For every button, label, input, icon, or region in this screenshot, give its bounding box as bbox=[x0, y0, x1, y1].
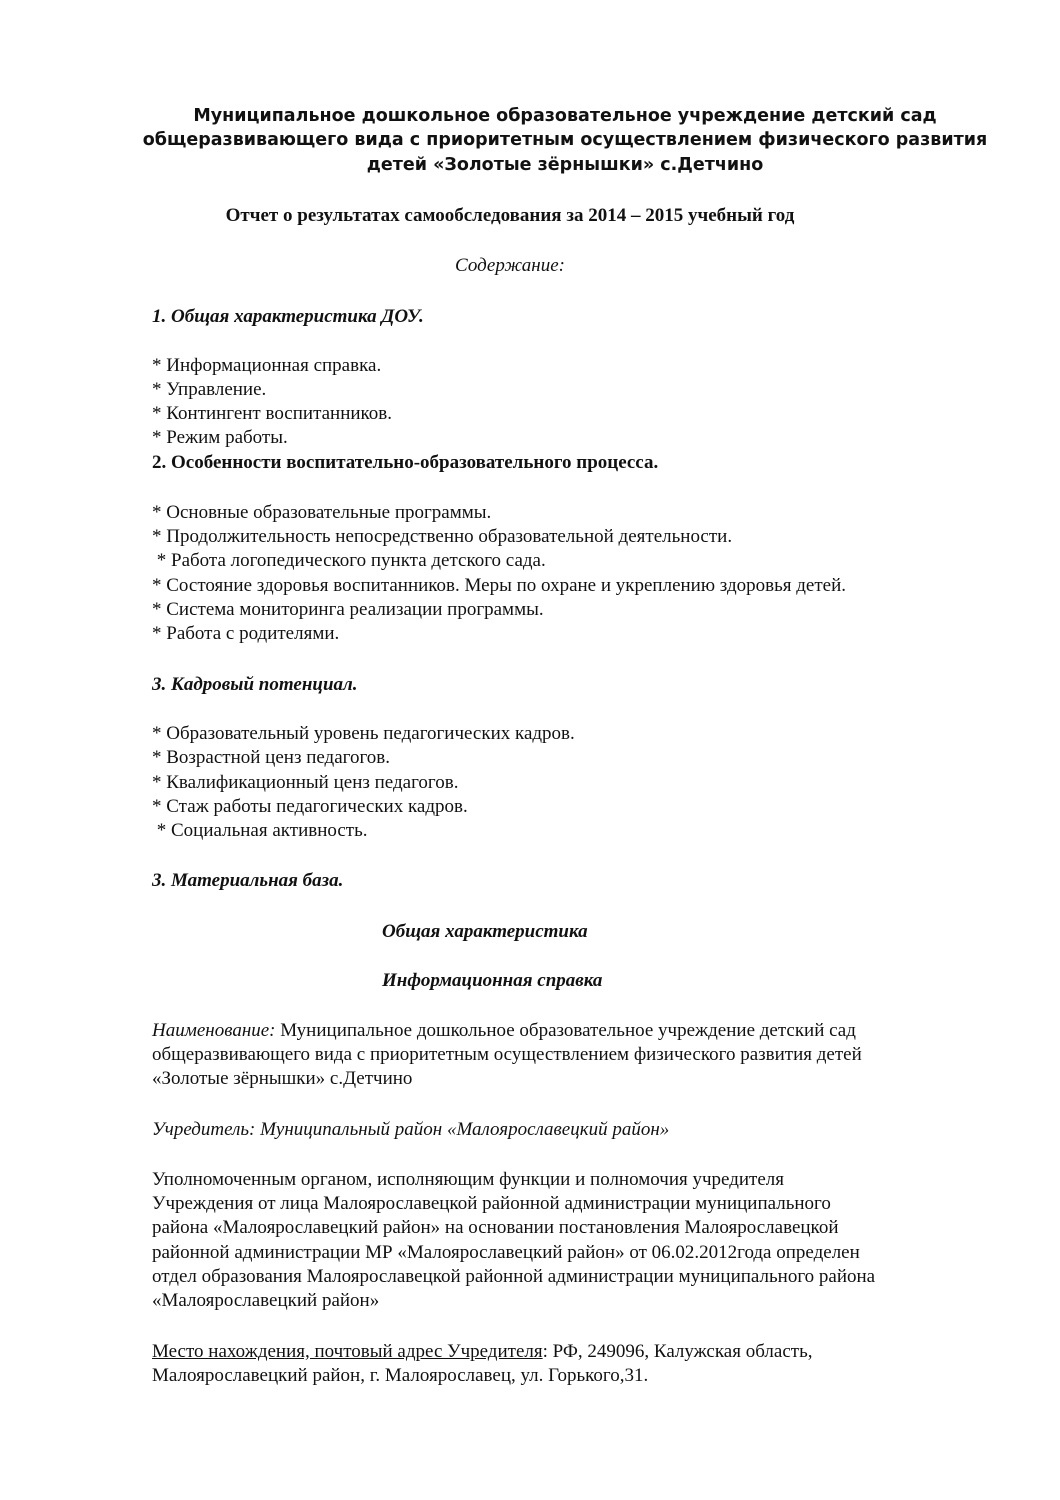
section1-item: * Информационная справка. bbox=[152, 355, 382, 376]
section3-item: * Стаж работы педагогических кадров. bbox=[152, 796, 468, 817]
section2-item: * Основные образовательные программы. bbox=[152, 502, 492, 523]
authority-line: «Малоярославецкий район» bbox=[152, 1290, 380, 1311]
address-line-1 bbox=[152, 1340, 813, 1364]
section2-item: * Система мониторинга реализации программы. bbox=[152, 599, 544, 620]
authority-line: районной администрации МР «Малоярославецкий район» от 06.02.2012года определен bbox=[152, 1242, 860, 1263]
authority-line: Уполномоченным органом, исполняющим функции и полномочия учредителя bbox=[152, 1169, 785, 1190]
section2-item: * Состояние здоровья воспитанников. Меры по охране и укреплению здоровья детей. bbox=[152, 575, 847, 596]
report-title: Отчет о результатах самообследования за 2014 – 2015 учебный год bbox=[225, 205, 795, 226]
header-line-2: общеразвивающего вида с приоритетным осуществлением физического развития bbox=[142, 130, 988, 150]
section3-item: * Образовательный уровень педагогических кадров. bbox=[152, 723, 575, 744]
info-title: Информационная справка bbox=[382, 970, 603, 991]
name-line-2: общеразвивающего вида с приоритетным осуществлением физического развития детей bbox=[152, 1044, 862, 1065]
section3-item: * Возрастной ценз педагогов. bbox=[152, 747, 391, 768]
name-line-3: «Золотые зёрнышки» с.Детчино bbox=[152, 1068, 413, 1089]
section4-title: 3. Материальная база. bbox=[152, 870, 344, 891]
section3-item: * Квалификационный ценз педагогов. bbox=[152, 772, 459, 793]
contents-title: Содержание: bbox=[455, 255, 565, 276]
section1-item: * Режим работы. bbox=[152, 427, 288, 448]
name-value: Муниципальное дошкольное образовательное учреждение детский сад bbox=[275, 1020, 856, 1041]
header-line-1: Муниципальное дошкольное образовательное учреждение детский сад bbox=[193, 106, 937, 126]
section2-title: 2. Особенности воспитательно-образовательного процесса. bbox=[152, 452, 659, 473]
section3-title: 3. Кадровый потенциал. bbox=[152, 674, 358, 695]
header-line-3: детей «Золотые зёрнышки» с.Детчино bbox=[366, 155, 764, 175]
section2-item: * Работа логопедического пункта детского сада. bbox=[152, 550, 546, 571]
address-line-2: Малоярославецкий район, г. Малоярославец, ул. Горького,31. bbox=[152, 1365, 649, 1386]
name-line-1 bbox=[152, 1019, 856, 1043]
authority-line: отдел образования Малоярославецкой районной администрации муниципального района bbox=[152, 1266, 876, 1287]
name-label: Наименование: bbox=[152, 1020, 276, 1041]
section1-item: * Управление. bbox=[152, 379, 267, 400]
section3-item: * Социальная активность. bbox=[152, 820, 368, 841]
address-label: Место нахождения, почтовый адрес Учредителя bbox=[152, 1341, 543, 1362]
section2-item: * Продолжительность непосредственно образовательной деятельности. bbox=[152, 526, 733, 547]
founder-line: Учредитель: Муниципальный район «Малоярославецкий район» bbox=[152, 1119, 670, 1140]
section1-title: 1. Общая характеристика ДОУ. bbox=[152, 306, 424, 327]
authority-line: района «Малоярославецкий район» на основании постановления Малоярославецкой bbox=[152, 1217, 839, 1238]
section1-item: * Контингент воспитанников. bbox=[152, 403, 393, 424]
authority-line: Учреждения от лица Малоярославецкой районной администрации муниципального bbox=[152, 1193, 831, 1214]
address-value: : РФ, 249096, Калужская область, bbox=[542, 1341, 813, 1362]
general-title: Общая характеристика bbox=[382, 921, 588, 942]
section2-item: * Работа с родителями. bbox=[152, 623, 340, 644]
